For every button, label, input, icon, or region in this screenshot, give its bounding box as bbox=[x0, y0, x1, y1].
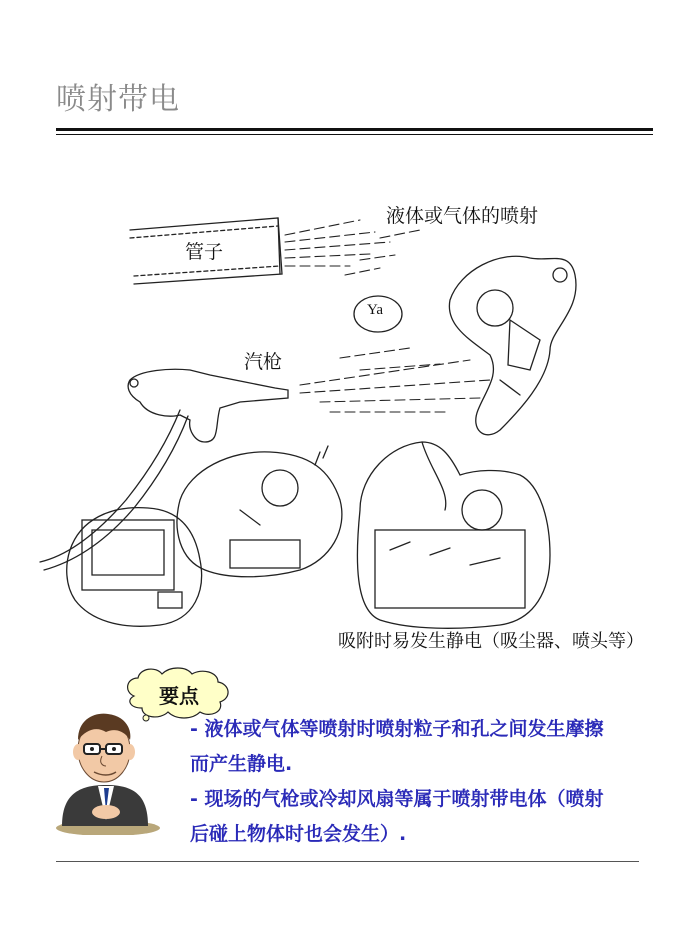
label-gun: 汽枪 bbox=[244, 351, 283, 373]
man-cartoon bbox=[177, 446, 342, 577]
label-ya: Ya bbox=[367, 302, 383, 318]
title-rule-thick bbox=[56, 128, 653, 131]
keypoint-line: - 液体或气体等喷射时喷射粒子和孔之间发生摩擦 bbox=[190, 718, 604, 740]
keypoint-list bbox=[190, 712, 660, 852]
keypoint-line: 后碰上物体时也会发生）. bbox=[190, 823, 407, 845]
cat-cartoon bbox=[449, 256, 576, 435]
label-spray: 液体或气体的喷射 bbox=[386, 205, 539, 227]
monitor-cartoon bbox=[67, 508, 202, 627]
keypoint-line: - 现场的气枪或冷却风扇等属于喷射带电体（喷射 bbox=[190, 788, 604, 810]
footer-rule bbox=[56, 861, 639, 862]
gun-spray-lines bbox=[300, 348, 490, 412]
title-rule-thin bbox=[56, 134, 653, 135]
label-vacuum: 吸附时易发生静电（吸尘器、喷头等） bbox=[338, 631, 644, 652]
label-pipe: 管子 bbox=[185, 241, 224, 263]
vacuum-cartoon bbox=[357, 442, 550, 628]
pipe-spray-lines bbox=[285, 220, 420, 275]
spray-charging-illustration bbox=[30, 180, 690, 670]
page-title: 喷射带电 bbox=[56, 82, 180, 117]
keypoint-line: 而产生静电. bbox=[190, 753, 293, 775]
keypoint-bubble-text: 要点 bbox=[159, 684, 199, 708]
presenter-avatar bbox=[48, 700, 163, 835]
